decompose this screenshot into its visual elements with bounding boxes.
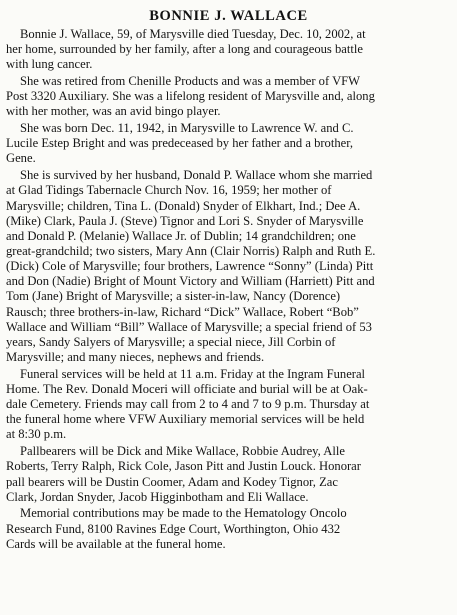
text-line: (Mike) Clark, Paula J. (Steve) Tignor and Lori S. Snyder of Marysville xyxy=(6,213,364,228)
text-line: Rausch; three brothers-in-law, Richard “Dick” Wallace, Robert “Bob” xyxy=(6,304,359,319)
text-line: years, Sandy Salyers of Marysville; a special niece, Jill Corbin of xyxy=(6,334,336,349)
text-line: Home. The Rev. Donald Moceri will officiate and burial will be at Oak- xyxy=(6,381,368,396)
text-line: Funeral services will be held at 11 a.m. Friday at the Ingram Funeral xyxy=(20,366,366,381)
text-line: great-grandchild; two sisters, Mary Ann (Clair Norris) Ralph and Ruth E. xyxy=(6,243,376,258)
text-line: Wallace and William “Bill” Wallace of Marysville; a special friend of 53 xyxy=(6,319,372,334)
text-line: with lung cancer. xyxy=(6,57,93,72)
text-line: Research Fund, 8100 Ravines Edge Court, Worthington, Ohio 432 xyxy=(6,521,341,536)
text-line: dale Cemetery. Friends may call from 2 to 4 and 7 to 9 p.m. Thursday at xyxy=(6,397,370,412)
text-line: She was born Dec. 11, 1942, in Marysville to Lawrence W. and C. xyxy=(20,121,354,136)
text-line: Marysville; and many nieces, nephews and friends. xyxy=(6,350,265,365)
obituary-paragraph xyxy=(6,121,457,166)
text-line: Memorial contributions may be made to the Hematology Oncolo xyxy=(20,506,347,521)
text-line: the funeral home where VFW Auxiliary memorial services will be held xyxy=(6,412,365,427)
text-line: Roberts, Terry Ralph, Rick Cole, Jason Pitt and Justin Louck. Honorar xyxy=(6,459,361,474)
text-line: Lucile Estep Bright and was predeceased by her father and a brother, xyxy=(6,136,354,151)
text-line: at Glad Tidings Tabernacle Church Nov. 16, 1959; her mother of xyxy=(6,183,332,198)
obituary-headline: BONNIE J. WALLACE xyxy=(149,8,308,24)
text-line: and Don (Nadie) Bright of Mount Victory and William (Harriett) Pitt and xyxy=(6,274,375,289)
text-line: Marysville; children, Tina L. (Donald) Snyder of Elkhart, Ind.; Dee A. xyxy=(6,198,361,213)
obituary-paragraph xyxy=(6,367,457,443)
text-line: She was retired from Chenille Products and was a member of VFW xyxy=(20,74,361,89)
obituary-paragraph xyxy=(6,74,457,119)
text-line: with her mother, was an avid bingo player. xyxy=(6,104,221,119)
obituary-body xyxy=(6,27,457,553)
text-line: Cards will be available at the funeral home. xyxy=(6,536,226,551)
obituary-paragraph xyxy=(6,168,457,365)
text-line: her home, surrounded by her family, after a long and courageous battle xyxy=(6,42,363,57)
text-line: (Dick) Cole of Marysville; four brothers, Lawrence “Sonny” (Linda) Pitt xyxy=(6,259,374,274)
text-line: Tom (Jane) Bright of Marysville; a sister-in-law, Nancy (Dorence) xyxy=(6,289,341,304)
text-line: Post 3320 Auxiliary. She was a lifelong resident of Marysville and, along xyxy=(6,89,375,104)
text-line: Clark, Jordan Snyder, Jacob Higginbotham and Eli Wallace. xyxy=(6,489,309,504)
obituary-paragraph xyxy=(6,506,457,551)
obituary-paragraph xyxy=(6,27,457,72)
text-line: Bonnie J. Wallace, 59, of Marysville died Tuesday, Dec. 10, 2002, at xyxy=(20,27,366,41)
obituary-paragraph xyxy=(6,444,457,505)
text-line: Gene. xyxy=(6,151,36,166)
text-line: and Donald P. (Melanie) Wallace Jr. of Dublin; 14 grandchildren; one xyxy=(6,228,356,243)
text-line: pall bearers will be Dustin Coomer, Adam and Kodey Tignor, Zac xyxy=(6,474,338,489)
text-line: Pallbearers will be Dick and Mike Wallace, Robbie Audrey, Alle xyxy=(20,444,345,459)
text-line: She is survived by her husband, Donald P. Wallace whom she married xyxy=(20,168,373,183)
text-line: at 8:30 p.m. xyxy=(6,427,67,442)
